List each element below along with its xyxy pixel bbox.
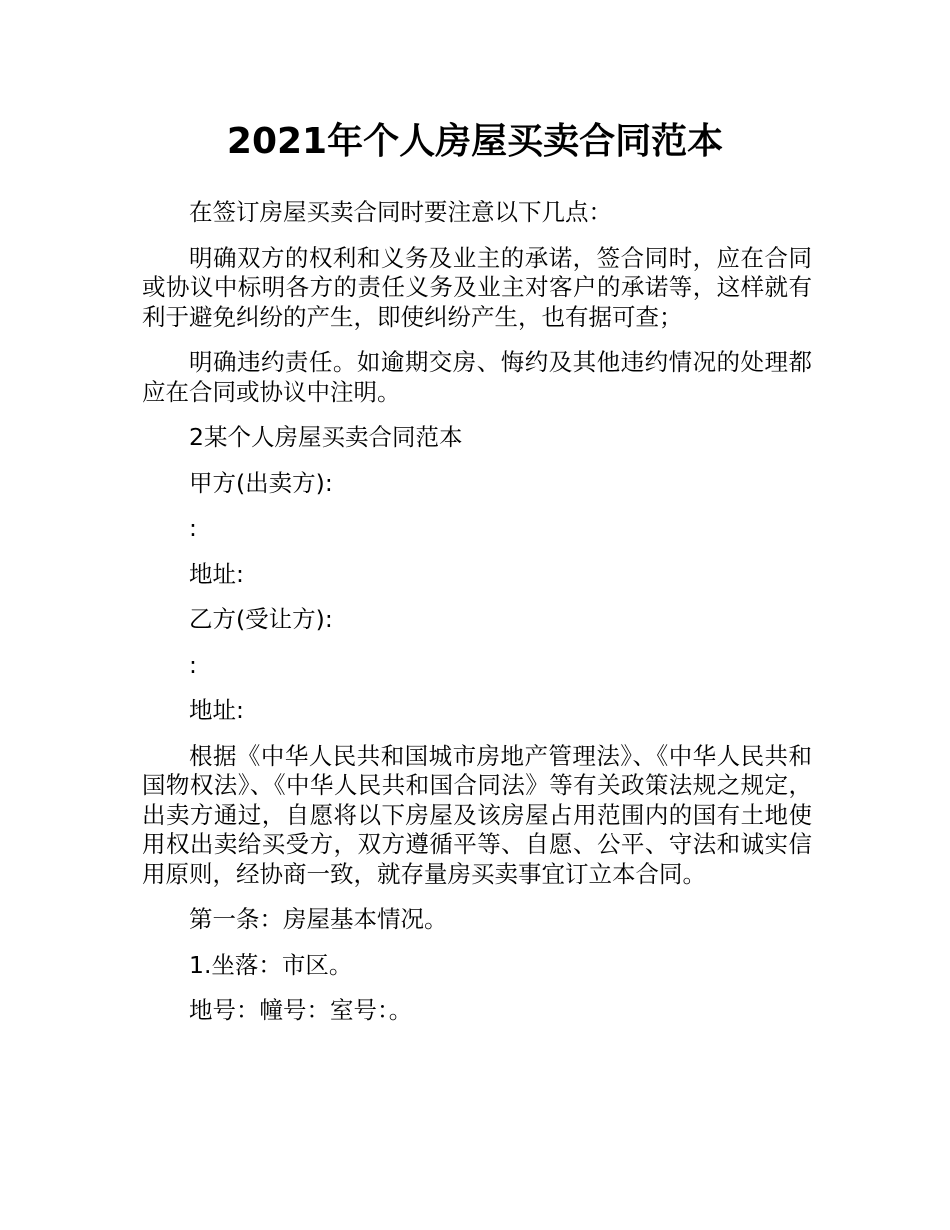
article-one-heading: 第一条：房屋基本情况。 [189,905,448,933]
party-b-label: 乙方(受让方): [189,605,333,633]
article-one-numbers: 地号：幢号：室号：。 [189,996,413,1024]
party-a-label: 甲方(出卖方): [189,468,333,497]
party-b-field: : [189,650,197,679]
document-body [142,198,812,1042]
party-b-address: 地址: [189,696,244,724]
section-heading: 2某个人房屋买卖合同范本 [189,423,463,451]
document-title: 2021年个人房屋买卖合同范本 [226,121,724,162]
notice-intro: 在签订房屋买卖合同时要注意以下几点： [189,198,612,226]
contract-preamble: 根据《中华人民共和国城市房地产管理法》、《中华人民共和国物权法》、《中华人民共和国合同法》等有关政策法规之规定，出卖方通过，自愿将以下房屋及该房屋占用范围内的国有土地使用权出卖给买受方，双方遵循平等、自愿、公平、守法和诚实信用原则，经协商一致，就存量房买卖事宜订立本合同。 [142,741,812,888]
party-a-address: 地址: [189,559,244,588]
notice-point-rights: 明确双方的权利和义务及业主的承诺，签合同时，应在合同或协议中标明各方的责任义务及业主对客户的承诺等，这样就有利于避免纠纷的产生，即使纠纷产生，也有据可查； [142,243,812,331]
article-one-location: 1.坐落：市区。 [189,950,353,979]
party-a-field: : [189,514,197,542]
notice-point-liability: 明确违约责任。如逾期交房、悔约及其他违约情况的处理都应在合同或协议中注明。 [142,348,812,406]
